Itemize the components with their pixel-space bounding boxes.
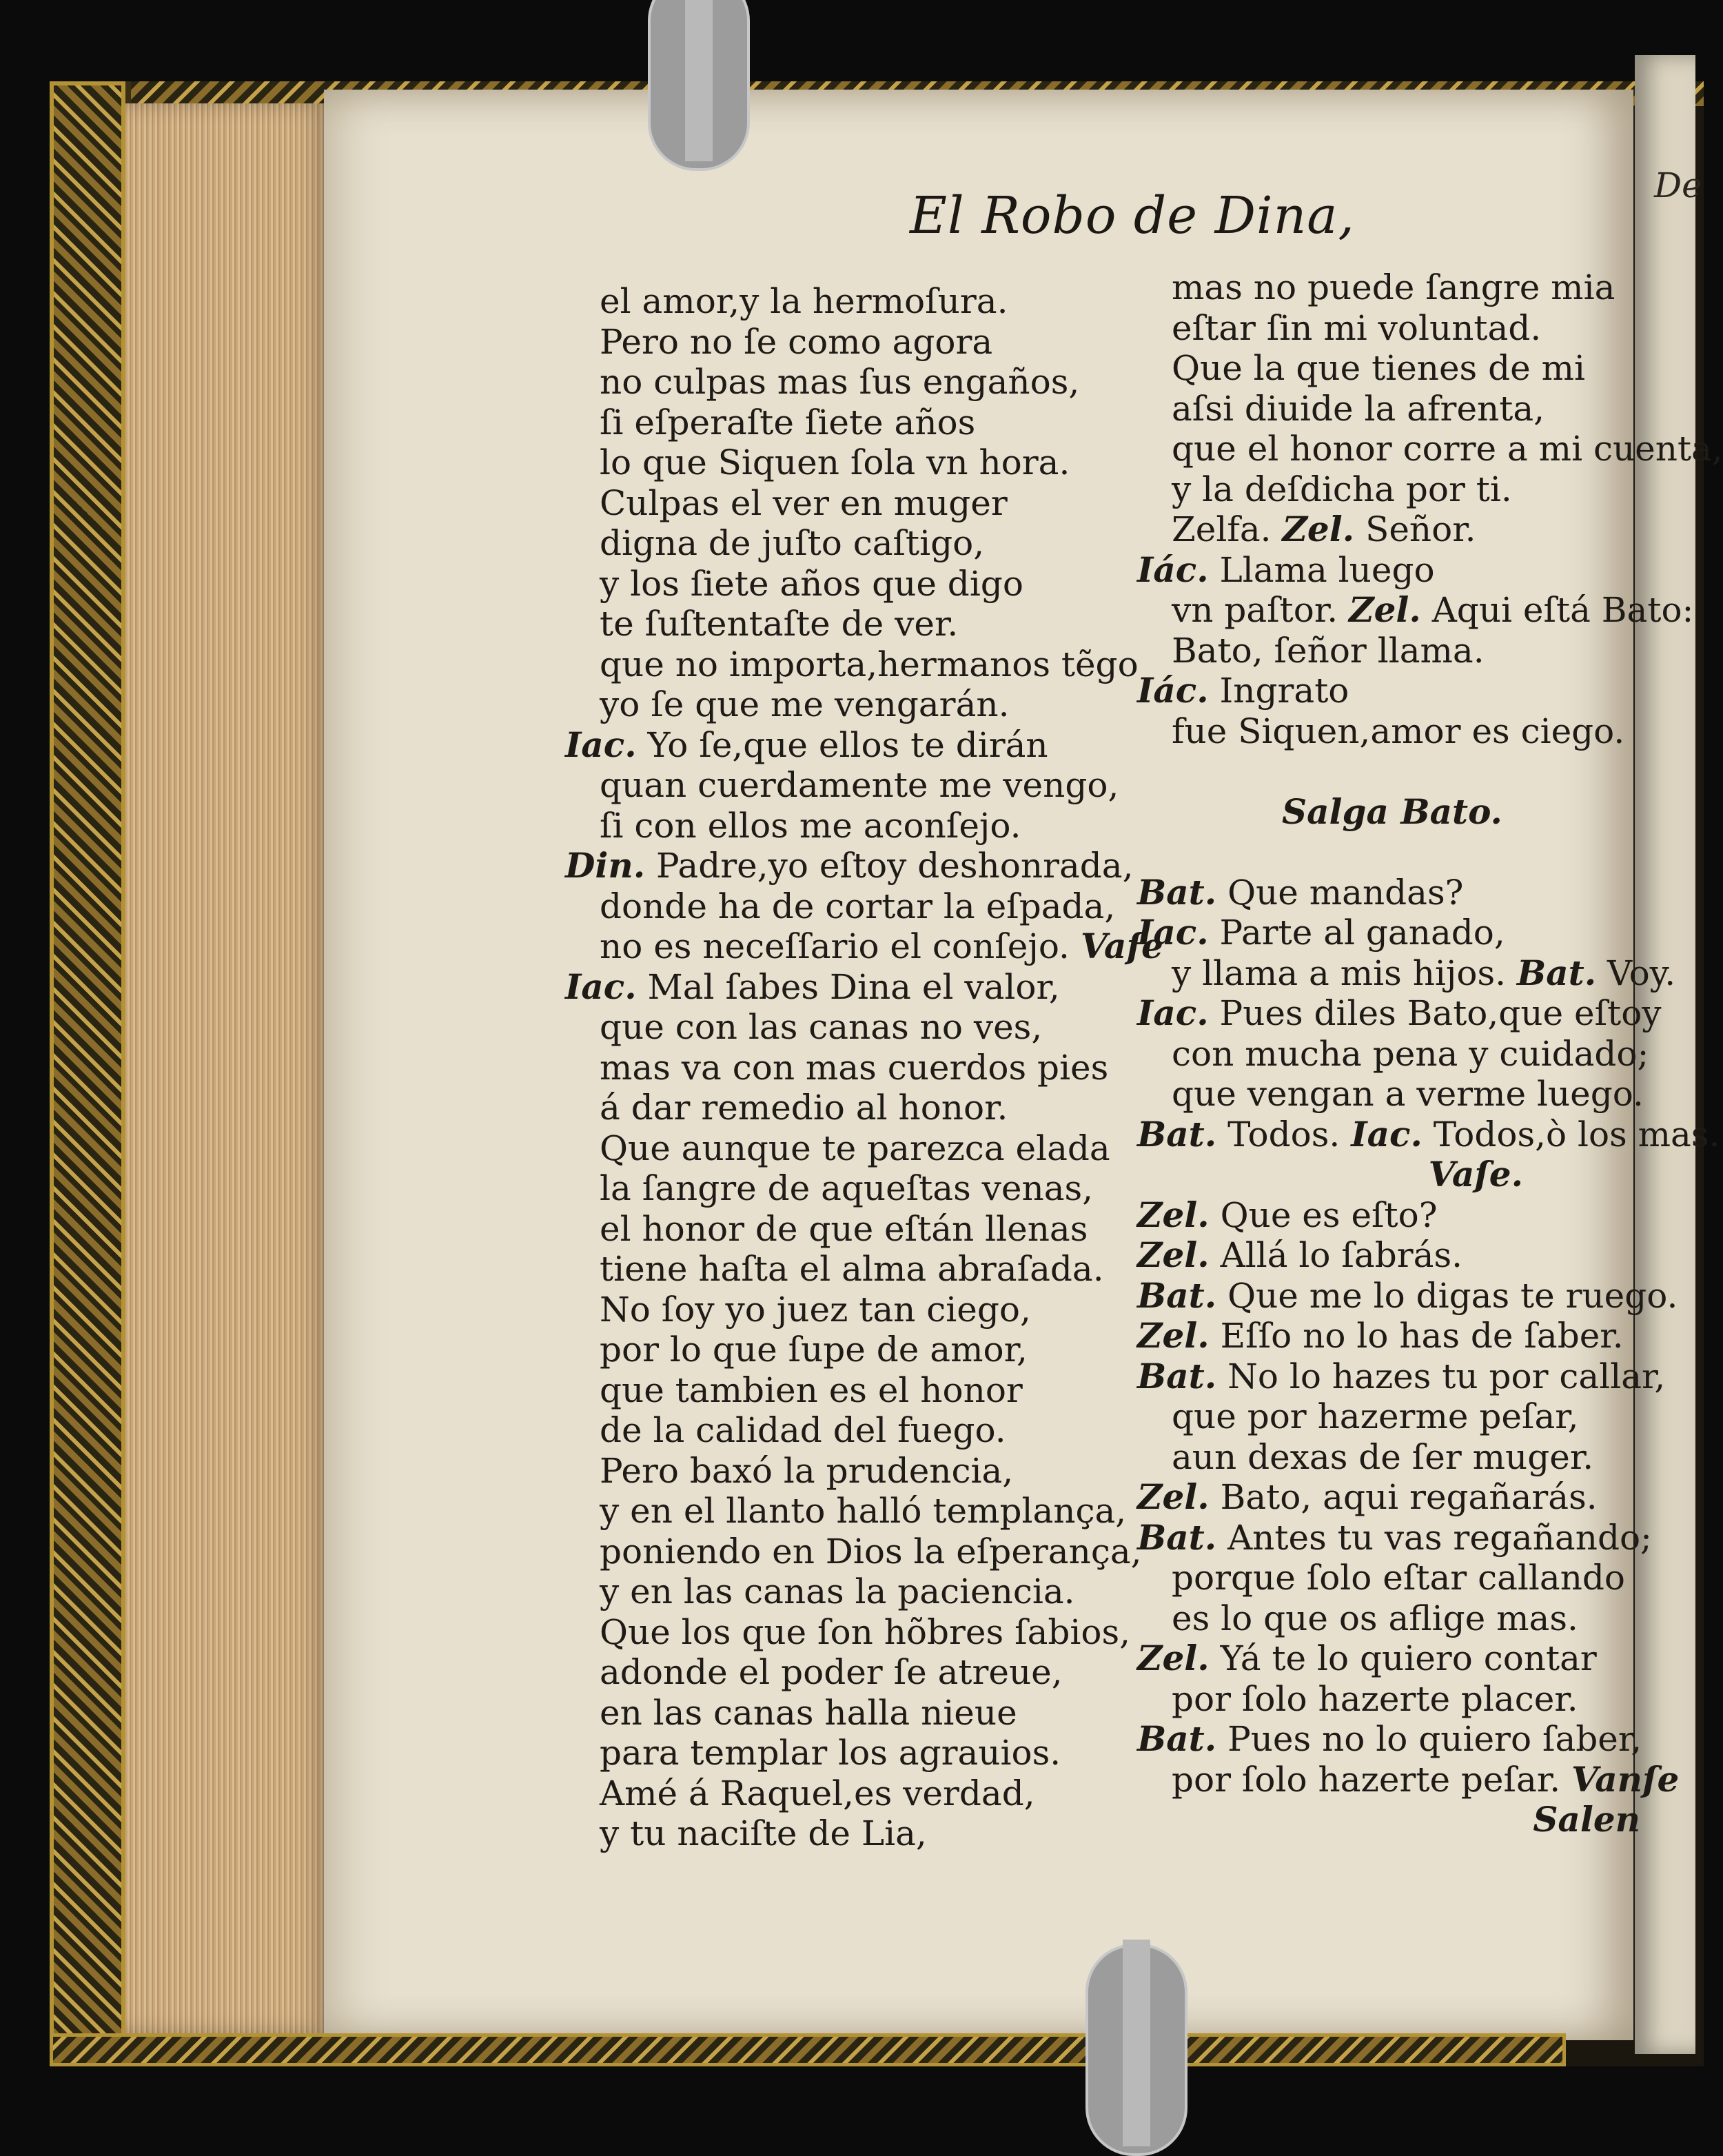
speaker-tag: Zel. xyxy=(1137,1638,1210,1678)
left-line xyxy=(565,886,1130,927)
right-line xyxy=(1137,1316,1647,1356)
right-line xyxy=(1137,308,1647,349)
verse-text: que con las canas no ves, xyxy=(600,1007,1043,1047)
left-line xyxy=(565,281,1130,322)
verse-text: digna de juſto caſtigo, xyxy=(600,523,985,563)
left-line xyxy=(565,967,1130,1008)
verse-text: Aqui eſtá Bato: xyxy=(1431,590,1694,630)
right-line xyxy=(1137,832,1647,873)
left-line xyxy=(565,362,1130,403)
right-line xyxy=(1137,1719,1647,1760)
verse-text: Ingrato xyxy=(1219,671,1349,711)
left-line xyxy=(565,1330,1130,1370)
facing-page-fragment: De xyxy=(1654,165,1702,205)
right-line xyxy=(1137,1598,1647,1639)
left-line xyxy=(565,1773,1130,1814)
right-line xyxy=(1137,1477,1647,1518)
verse-text: Mal ſabes Dina el valor, xyxy=(647,966,1060,1007)
right-line xyxy=(1137,1355,1666,1397)
verse-text: aun dexas de ſer muger. xyxy=(1172,1436,1594,1477)
left-line xyxy=(565,1088,1130,1128)
verse-text: fue Siquen,amor es ciego. xyxy=(1172,711,1625,751)
running-header: El Robo de Dina, xyxy=(910,186,1355,245)
right-line xyxy=(1137,1113,1720,1155)
text-column-right xyxy=(1137,267,1723,1840)
speaker-tag: Bat. xyxy=(1137,1355,1217,1396)
left-line xyxy=(565,604,1130,644)
left-line xyxy=(565,684,1130,725)
speaker-tag: Iác. xyxy=(1137,549,1209,590)
verse-text: te ſuſtentaſte de ver. xyxy=(600,604,959,644)
right-line xyxy=(1137,267,1647,308)
speaker-tag: Iac. xyxy=(565,724,637,765)
exit-direction: Vaſe xyxy=(1080,926,1163,966)
verse-text: quan cuerdamente me vengo, xyxy=(600,765,1119,805)
verse-text: Que los que ſon hõbres ſabios, xyxy=(600,1611,1131,1652)
left-line xyxy=(565,1410,1130,1451)
left-line xyxy=(565,1451,1130,1492)
verse-text: Que es eſto? xyxy=(1220,1194,1438,1235)
right-line xyxy=(1137,631,1647,671)
verse-text: donde ha de cortar la eſpada, xyxy=(600,886,1116,926)
right-line xyxy=(1137,1074,1647,1115)
verse-text: No lo hazes tu por callar, xyxy=(1227,1356,1666,1396)
right-line xyxy=(1137,1274,1678,1316)
verse-text: es lo que os aflige mas. xyxy=(1172,1598,1578,1638)
verse-text: Parte al ganado, xyxy=(1219,913,1505,953)
right-line xyxy=(1137,873,1647,913)
speaker-tag: Din. xyxy=(565,845,646,886)
verse-text: eſtar ſin mi voluntad. xyxy=(1172,307,1542,348)
left-line xyxy=(565,926,1163,967)
verse-text: aſsi diuide la afrenta, xyxy=(1172,388,1545,429)
speaker-tag: Bat. xyxy=(1137,1113,1217,1155)
verse-text: en las canas halla nieue xyxy=(600,1692,1017,1733)
right-line xyxy=(1137,711,1647,752)
verse-text: el amor,y la hermoſura. xyxy=(600,281,1008,321)
stage-direction: Salga Bato. xyxy=(1282,791,1502,832)
verse-text: á dar remedio al honor. xyxy=(600,1088,1008,1128)
verse-text: Que mandas? xyxy=(1227,872,1464,913)
verse-text: Culpas el ver en muger xyxy=(600,482,1008,523)
left-line xyxy=(565,1007,1130,1048)
verse-text: vn paſtor. xyxy=(1172,590,1338,630)
speaker-tag: Zel. xyxy=(1349,589,1421,630)
verse-text: Todos,ò los mas. xyxy=(1433,1114,1720,1155)
verse-text: Yá te lo quiero contar xyxy=(1220,1638,1597,1678)
verse-text: por lo que ſupe de amor, xyxy=(600,1330,1028,1370)
left-line xyxy=(565,1491,1130,1532)
right-line xyxy=(1137,589,1694,631)
right-line xyxy=(1137,671,1647,711)
left-line xyxy=(565,1572,1130,1612)
verse-text: porque ſolo eſtar callando xyxy=(1172,1558,1626,1598)
page-clip-top xyxy=(648,0,750,171)
left-line xyxy=(565,1733,1130,1773)
left-line xyxy=(565,1249,1130,1290)
verse-text: que el honor corre a mi cuenta, xyxy=(1172,429,1723,469)
left-line xyxy=(565,644,1139,685)
verse-text: adonde el poder ſe atreue, xyxy=(600,1652,1063,1692)
right-line xyxy=(1137,348,1647,389)
speaker-tag: Iac. xyxy=(565,966,637,1007)
verse-text: que por hazerme peſar, xyxy=(1172,1396,1579,1436)
right-line xyxy=(1137,389,1647,429)
verse-text: Amé á Raquel,es verdad, xyxy=(600,1773,1035,1813)
verse-text: Todos. xyxy=(1227,1114,1340,1155)
speaker-tag: Bat. xyxy=(1137,1274,1217,1316)
left-line xyxy=(565,1209,1130,1250)
right-line xyxy=(1137,993,1662,1034)
speaker-tag: Zel. xyxy=(1137,1194,1210,1235)
speaker-tag: Iac. xyxy=(1137,912,1209,953)
verse-text: Padre,yo eſtoy deshonrada, xyxy=(656,846,1134,886)
speaker-tag: Zel. xyxy=(1137,1315,1210,1356)
verse-text: por ſolo hazerte placer. xyxy=(1172,1678,1578,1719)
speaker-tag: Iac. xyxy=(1351,1113,1423,1155)
right-line xyxy=(1137,913,1647,953)
speaker-tag: Iác. xyxy=(1137,670,1209,711)
left-line xyxy=(565,1531,1142,1572)
verse-text: poniendo en Dios la eſperança, xyxy=(600,1531,1142,1572)
left-line xyxy=(565,523,1130,564)
right-line xyxy=(1137,469,1647,510)
verse-text: Señor. xyxy=(1365,509,1476,549)
verse-text: Que la que tienes de mi xyxy=(1172,348,1585,388)
verse-text: con mucha pena y cuidado; xyxy=(1172,1033,1649,1074)
page-clip-bottom xyxy=(1085,1944,1187,2156)
right-line xyxy=(1137,429,1723,469)
right-line xyxy=(1137,1558,1647,1598)
left-line xyxy=(565,806,1130,846)
right-line xyxy=(1137,1034,1647,1075)
speaker-tag: Iac. xyxy=(1137,993,1209,1033)
left-line xyxy=(565,1370,1130,1411)
verse-text: No ſoy yo juez tan ciego, xyxy=(600,1289,1031,1330)
left-line xyxy=(565,564,1130,604)
verse-text: y llama a mis hijos. xyxy=(1172,953,1507,993)
gilt-border-bottom xyxy=(50,2033,1566,2066)
left-line xyxy=(565,1652,1130,1693)
right-line xyxy=(1137,1396,1647,1437)
left-line xyxy=(565,1128,1130,1169)
right-line xyxy=(1137,1516,1652,1558)
verse-text: Pues no lo quiero ſaber, xyxy=(1227,1719,1642,1759)
right-line xyxy=(1137,792,1647,833)
verse-text: de la calidad del fuego. xyxy=(600,1410,1006,1450)
verse-text: que vengan a verme luego. xyxy=(1172,1074,1644,1114)
verse-text: Voy. xyxy=(1607,953,1676,993)
right-line xyxy=(1137,550,1647,591)
left-line xyxy=(565,1168,1130,1209)
verse-text: Que me lo digas te ruego. xyxy=(1227,1275,1678,1316)
verse-text: el honor de que eſtán llenas xyxy=(600,1208,1088,1249)
verse-text: mas no puede ſangre mia xyxy=(1172,267,1615,307)
verse-text: Pero no ſe como agora xyxy=(600,321,993,362)
verse-text: Allá lo ſabrás. xyxy=(1220,1235,1462,1275)
catchword: Salen xyxy=(1533,1799,1640,1840)
left-line xyxy=(565,1813,1130,1854)
left-line xyxy=(565,845,1134,886)
verse-text: Llama luego xyxy=(1219,549,1435,590)
speaker-tag: Zel. xyxy=(1137,1234,1210,1275)
left-line xyxy=(565,725,1130,766)
right-line xyxy=(1137,1638,1647,1679)
verse-text: y en las canas la paciencia. xyxy=(600,1572,1075,1611)
verse-text: y tu naciſte de Lia, xyxy=(600,1813,927,1853)
left-line xyxy=(565,443,1130,483)
left-line xyxy=(565,403,1130,443)
verse-text: que tambien es el honor xyxy=(600,1370,1023,1410)
right-line xyxy=(1137,1235,1647,1276)
left-line xyxy=(565,322,1130,363)
verse-text: lo que Siquen ſola vn hora. xyxy=(600,443,1070,482)
speaker-tag: Zel. xyxy=(1282,509,1355,549)
verse-text: Zelfa. xyxy=(1172,509,1272,549)
right-line xyxy=(1137,1679,1647,1720)
speaker-tag: Bat. xyxy=(1137,1718,1217,1759)
left-line xyxy=(565,1612,1130,1653)
verse-text: no es neceſſario el conſejo. xyxy=(600,926,1070,966)
left-line xyxy=(565,1693,1130,1733)
verse-text: Pues diles Bato,que eſtoy xyxy=(1219,993,1662,1033)
verse-text: mas va con mas cuerdos pies xyxy=(600,1047,1109,1088)
exit-direction: Vaſe. xyxy=(1428,1154,1523,1194)
verse-text: Bato, ſeñor llama. xyxy=(1172,630,1485,671)
verse-text: yo ſe que me vengarán. xyxy=(600,684,1010,724)
verse-text: no culpas mas ſus engaños, xyxy=(600,362,1080,402)
speaker-tag: Bat. xyxy=(1137,1516,1217,1558)
verse-text: que no importa,hermanos tẽgo xyxy=(600,644,1139,684)
verse-text: para templar los agrauios. xyxy=(600,1733,1061,1773)
speaker-tag: Bat. xyxy=(1137,871,1217,913)
right-line xyxy=(1137,751,1647,792)
verse-text: ſi con ellos me aconſejo. xyxy=(600,805,1021,846)
right-line xyxy=(1137,1155,1647,1195)
text-column-left xyxy=(565,281,1163,1854)
verse-text: y en el llanto halló templança, xyxy=(600,1491,1127,1531)
left-line xyxy=(565,1290,1130,1330)
verse-text: Pero baxó la prudencia, xyxy=(600,1450,1014,1491)
gilt-border-left xyxy=(50,81,131,2066)
verse-text: tiene haſta el alma abraſada. xyxy=(600,1249,1104,1289)
left-line xyxy=(565,1048,1130,1088)
verse-text: ſi eſperaſte ſiete años xyxy=(600,402,976,443)
right-line xyxy=(1137,1195,1647,1236)
verse-text: Antes tu vas regañando; xyxy=(1227,1517,1652,1558)
exit-direction: Vanſe xyxy=(1571,1758,1680,1800)
right-line xyxy=(1137,509,1647,550)
right-line xyxy=(1137,1758,1680,1800)
verse-text: Que aunque te parezca elada xyxy=(600,1128,1110,1168)
verse-text: Bato, aqui regañarás. xyxy=(1220,1477,1598,1517)
right-line xyxy=(1137,1800,1647,1840)
verse-text: Yo ſe,que ellos te dirán xyxy=(647,724,1048,765)
page-edges xyxy=(125,103,332,2033)
verse-text: y la deſdicha por ti. xyxy=(1172,469,1512,509)
right-line xyxy=(1137,1437,1647,1478)
verse-text: Eſſo no lo has de ſaber. xyxy=(1220,1316,1624,1356)
speaker-tag: Zel. xyxy=(1137,1476,1210,1517)
left-line xyxy=(565,765,1130,806)
speaker-tag: Bat. xyxy=(1516,952,1597,993)
right-line xyxy=(1137,952,1676,994)
verse-text: la ſangre de aqueſtas venas, xyxy=(600,1168,1094,1208)
verse-text: y los ſiete años que digo xyxy=(600,563,1023,604)
left-line xyxy=(565,483,1130,524)
verse-text: por ſolo hazerte peſar. xyxy=(1172,1759,1561,1800)
